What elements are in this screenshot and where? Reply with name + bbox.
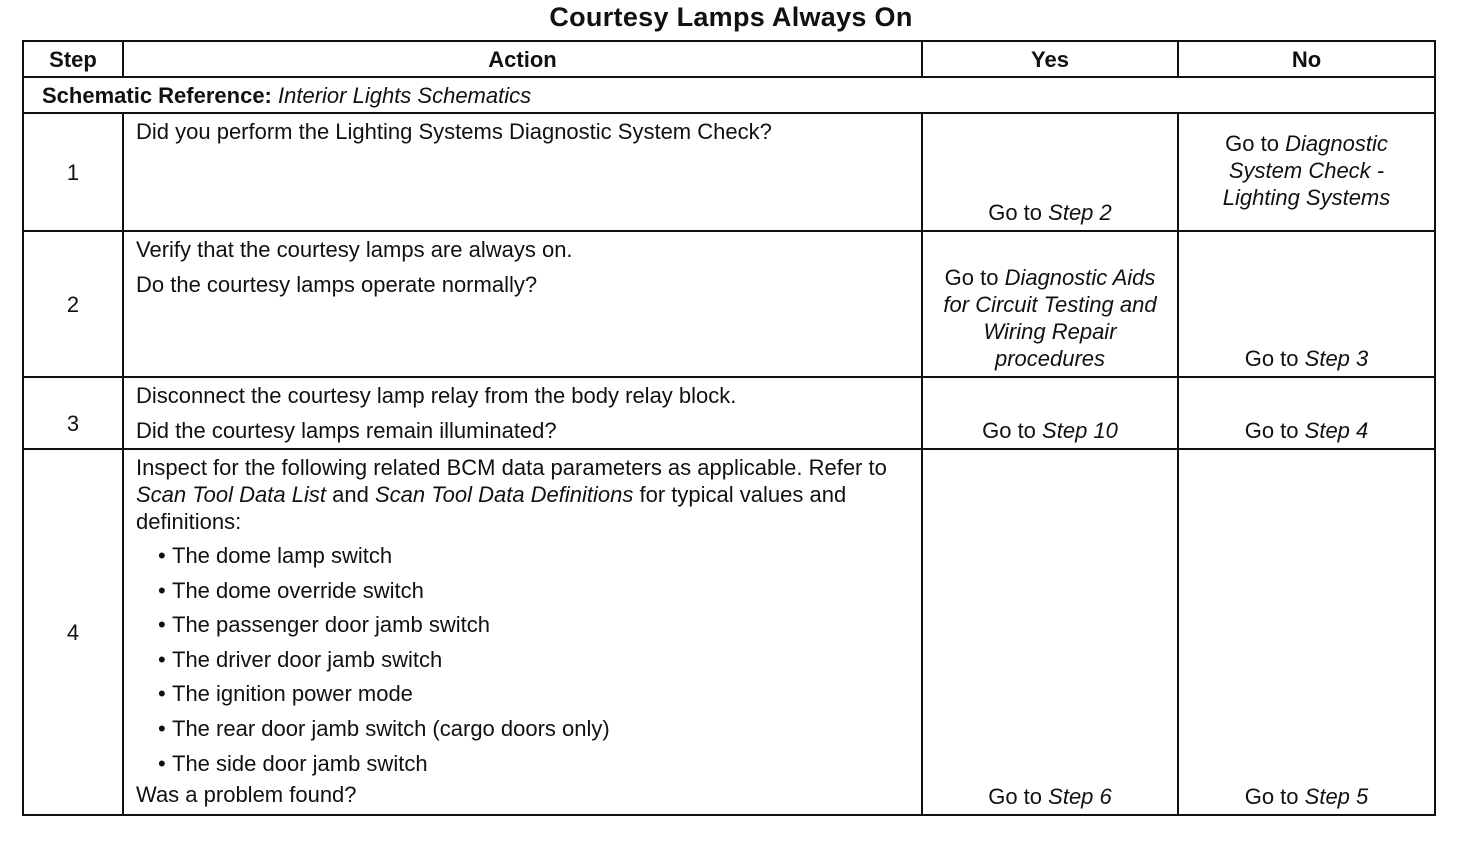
list-item: • The dome lamp switch [172, 539, 909, 574]
yes-prefix: Go to [982, 418, 1036, 443]
action-intro [136, 454, 909, 535]
header-row [23, 41, 1435, 77]
action-question: Did the courtesy lamps remain illuminated? [136, 418, 557, 443]
schematic-reference [23, 77, 1435, 113]
parameter-list [136, 539, 909, 781]
no-prefix: Go to [1225, 130, 1279, 156]
scan-tool-data-definitions-link[interactable]: Scan Tool Data Definitions [374, 482, 634, 507]
step-number: 2 [23, 231, 123, 377]
list-item: • The driver door jamb switch [172, 643, 909, 678]
yes-prefix: Go to [944, 265, 999, 290]
list-item: • The ignition power mode [172, 677, 909, 712]
header-no: No [1178, 41, 1435, 77]
yes-link[interactable]: Step 10 [1042, 418, 1118, 443]
no-cell [1178, 113, 1435, 231]
list-item: • The passenger door jamb switch [172, 608, 909, 643]
scan-tool-data-list-link[interactable]: Scan Tool Data List [136, 482, 326, 507]
no-prefix: Go to [1244, 418, 1299, 443]
action-question: Was a problem found? [136, 782, 357, 808]
schematic-reference-row [23, 77, 1435, 113]
no-cell [1178, 231, 1435, 377]
header-action: Action [123, 41, 922, 77]
list-item: • The dome override switch [172, 574, 909, 609]
step-action [123, 231, 922, 377]
step-row-3 [23, 377, 1435, 449]
action-text: Disconnect the courtesy lamp relay from the body relay block. [136, 383, 737, 408]
step-number: 4 [23, 449, 123, 815]
no-prefix: Go to [1244, 784, 1299, 809]
header-step: Step [23, 41, 123, 77]
step-action [123, 113, 922, 231]
diagnostic-table [22, 40, 1436, 816]
step-number: 1 [23, 113, 123, 231]
action-text: Did you perform the Lighting Systems Diagnostic System Check? [136, 119, 772, 144]
intro-and: and [332, 482, 369, 507]
schematic-reference-label: Schematic Reference: [42, 82, 272, 108]
action-question: Do the courtesy lamps operate normally? [136, 272, 538, 297]
list-item: • The side door jamb switch [172, 747, 909, 782]
yes-prefix: Go to [988, 200, 1043, 225]
intro-text-end: for typical values and definitions: [136, 482, 847, 534]
yes-prefix: Go to [988, 784, 1043, 809]
yes-cell [922, 449, 1178, 815]
yes-cell [922, 113, 1178, 231]
action-text: Verify that the courtesy lamps are always on. [136, 237, 573, 262]
yes-cell [922, 377, 1178, 449]
no-link[interactable]: Step 4 [1304, 418, 1369, 443]
page-title: Courtesy Lamps Always On [549, 2, 913, 32]
schematic-reference-link[interactable]: Interior Lights Schematics [278, 82, 532, 108]
yes-link[interactable]: Step 6 [1048, 784, 1112, 809]
yes-link[interactable]: Step 2 [1048, 200, 1112, 225]
no-link[interactable]: Step 5 [1304, 784, 1369, 809]
no-link[interactable]: Step 3 [1304, 346, 1369, 371]
step-action [123, 377, 922, 449]
list-item: • The rear door jamb switch (cargo doors only) [172, 712, 909, 747]
step-action [123, 449, 922, 815]
step-row-4 [23, 449, 1435, 815]
yes-link[interactable]: Diagnostic Aids for Circuit Testing and Wiring Repair procedures [943, 265, 1157, 371]
no-link[interactable]: Diagnostic System Check - Lighting Systems [1222, 130, 1391, 210]
no-cell [1178, 449, 1435, 815]
intro-text: Inspect for the following related BCM data parameters as applicable. Refer to [136, 455, 887, 480]
step-number: 3 [23, 377, 123, 449]
header-yes: Yes [922, 41, 1178, 77]
step-row-1 [23, 113, 1435, 231]
no-prefix: Go to [1244, 346, 1299, 371]
no-cell [1178, 377, 1435, 449]
yes-cell [922, 231, 1178, 377]
step-row-2 [23, 231, 1435, 377]
